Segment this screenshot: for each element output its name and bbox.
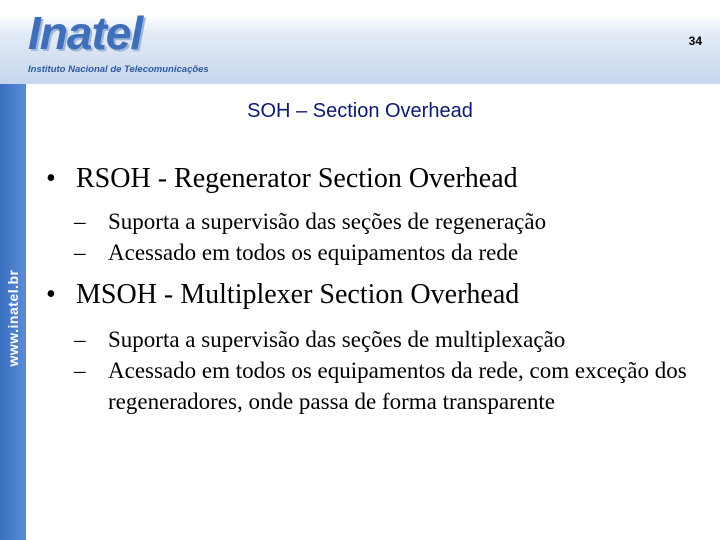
sub-marker: – <box>74 209 86 234</box>
bullet-item <box>46 278 696 312</box>
inatel-logo: Inatel <box>28 7 143 59</box>
bullet-marker: • <box>46 279 56 310</box>
bullet-text: MSOH - Multiplexer Section Overhead <box>76 279 520 310</box>
bullet-text: RSOH - Regenerator Section Overhead <box>76 163 518 194</box>
sidebar-url: www.inatel.br <box>5 269 21 367</box>
sub-text: Suporta a supervisão das seções de multiplexação <box>108 327 566 352</box>
sub-marker: – <box>74 358 86 383</box>
sub-marker: – <box>74 240 86 265</box>
slide-content <box>46 162 696 417</box>
bullet-item <box>46 162 696 196</box>
page-number: 34 <box>688 34 702 48</box>
bullet-marker: • <box>46 163 56 194</box>
sub-item <box>46 355 696 417</box>
sub-item <box>46 324 696 355</box>
sub-text: Acessado em todos os equipamentos da rede <box>108 240 519 265</box>
sub-item <box>46 206 696 237</box>
logo-subtitle: Instituto Nacional de Telecomunicações <box>28 64 209 75</box>
slide-title: SOH – Section Overhead <box>247 100 473 122</box>
sub-text: Suporta a supervisão das seções de regeneração <box>108 209 547 234</box>
sub-marker: – <box>74 327 86 352</box>
sub-item <box>46 237 696 268</box>
sub-text: Acessado em todos os equipamentos da rede, com exceção dos regeneradores, onde passa de forma transparente <box>108 358 687 414</box>
